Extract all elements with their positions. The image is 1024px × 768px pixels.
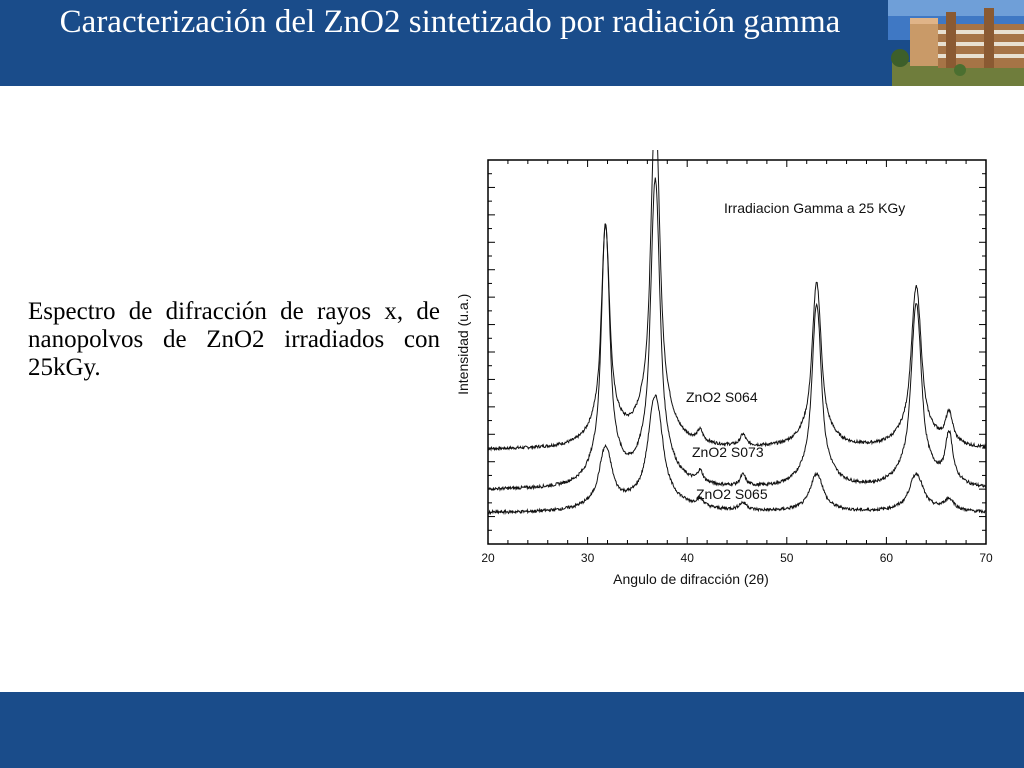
chart-title: Irradiacion Gamma a 25 KGy xyxy=(724,200,906,216)
building-photo xyxy=(888,0,1024,86)
footer-band xyxy=(0,692,1024,768)
chart-description: Espectro de difracción de rayos x, de nanopolvos de ZnO2 irradiados con 25kGy. xyxy=(28,298,440,381)
building-photo-image xyxy=(888,0,1024,86)
series-label-3: ZnO2 S065 xyxy=(696,486,768,502)
x-tick-label: 50 xyxy=(780,551,794,565)
y-axis-label: Intensidad (u.a.) xyxy=(455,293,471,395)
x-tick-label: 70 xyxy=(979,551,993,565)
page-title: Caracterización del ZnO2 sintetizado por radiación gamma xyxy=(59,4,841,40)
x-tick-label: 30 xyxy=(580,551,595,565)
series-label-1: ZnO2 S064 xyxy=(686,389,758,405)
xrd-chart xyxy=(452,150,1012,600)
series-label-2: ZnO2 S073 xyxy=(692,444,764,460)
x-axis-label: Angulo de difracción (2θ) xyxy=(613,571,769,587)
x-tick-label: 20 xyxy=(481,551,495,565)
x-tick-label: 60 xyxy=(879,551,894,565)
x-tick-label: 40 xyxy=(680,551,694,565)
